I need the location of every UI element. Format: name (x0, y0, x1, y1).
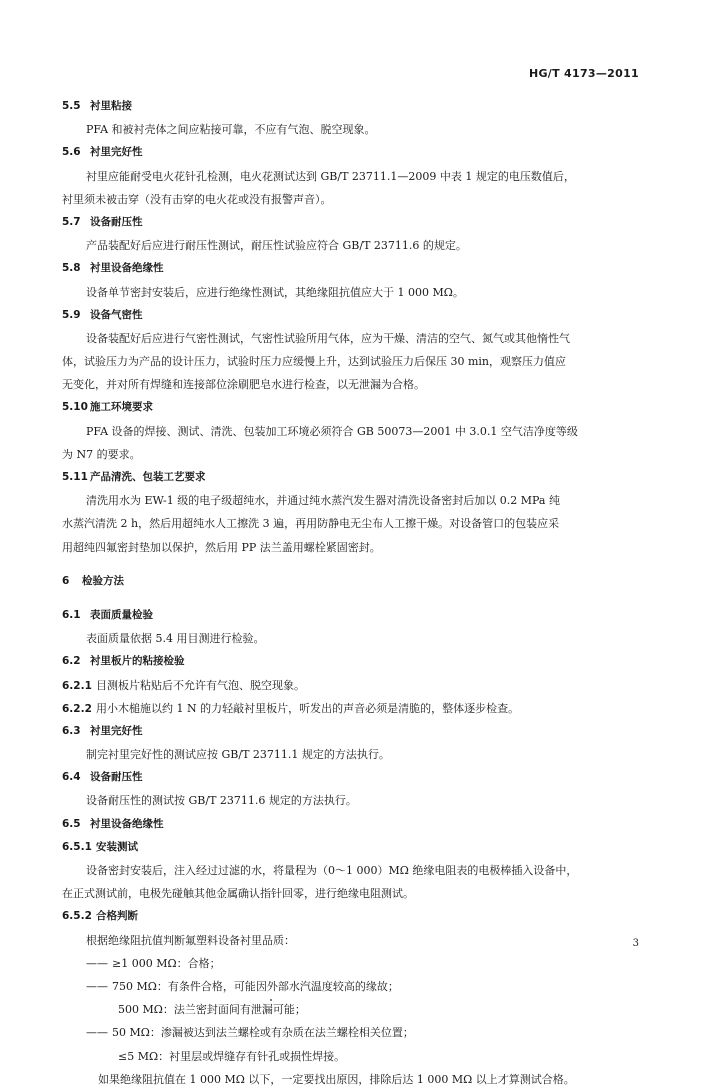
list-text: 50 MΩ：渗漏被达到法兰螺栓或有杂质在法兰螺栓相关位置； (112, 1026, 414, 1040)
clause-text: 目测板片粘贴后不允许有气泡、脱空现象。 (96, 678, 305, 692)
section-number: 5.11 (62, 471, 88, 483)
section-title: 衬里板片的粘接检验 (90, 655, 185, 668)
standard-code: HG/T 4173—2011 (528, 67, 639, 80)
section-heading (62, 304, 644, 327)
paragraph-continuation: 无变化，并对所有焊缝和连接部位涂刷肥皂水进行检查，以无泄漏为合格。 (62, 378, 425, 392)
section-title: 设备耐压性 (90, 771, 143, 784)
list-dash: —— (86, 1026, 108, 1040)
clause-text: 用小木槌施以约 1 N 的力轻敲衬里板片，听发出的声音必须是清脆的，整体逐步检查。 (96, 701, 520, 715)
section-heading (62, 905, 644, 928)
section-heading (62, 396, 644, 419)
section-number: 6.1 (62, 608, 81, 621)
section-number: 5.10 (62, 401, 88, 414)
list-item (62, 975, 644, 998)
section-title: 合格判断 (96, 910, 138, 923)
section-title: 衬里设备绝缘性 (90, 817, 164, 830)
section-number: 6.4 (62, 771, 81, 784)
section-title: 检验方法 (82, 574, 124, 587)
paragraph-line: ≤5 MΩ：衬里层或焊缝存有针孔或损性焊接。 (118, 1049, 346, 1063)
section-heading (62, 141, 644, 164)
paragraph-continuation: 体，试验压力为产品的设计压力，试验时压力应缓慢上升，达到试验压力后保压 30 min，观察压力值应 (62, 355, 567, 369)
section-number: 6.5.1 (62, 840, 92, 853)
section-title: 衬里完好性 (90, 724, 143, 737)
section-heading (62, 813, 644, 836)
section-heading (62, 257, 644, 280)
paragraph-line: 500 MΩ：法兰密封面间有泄漏可能； (118, 1003, 306, 1017)
section-number: 5.9 (62, 308, 81, 321)
section-heading (62, 211, 644, 234)
paragraph-line: 衬里应能耐受电火花针孔检测，电火花测试达到 GB/T 23711.1—2009 中表 1 规定的电压数值后， (86, 169, 575, 183)
page-number: 3 (632, 938, 639, 949)
list-item (62, 952, 644, 975)
section-heading (62, 466, 644, 489)
section-title: 安装测试 (96, 840, 138, 853)
clause-number: 6.2.2 (62, 702, 92, 715)
section-gap (62, 559, 644, 570)
section-heading (62, 95, 644, 118)
paragraph-continuation: 水蒸汽清洗 2 h，然后用超纯水人工擦洗 3 遍，再用防静电无尘布人工擦干燥。对设备管口的包装应采 (62, 517, 560, 531)
paragraph-line: 如果绝缘阻抗值在 1 000 MΩ 以下，一定要找出原因，排除后达 1 000 MΩ 以上才算测试合格。 (98, 1072, 575, 1086)
section-title: 衬里设备绝缘性 (90, 262, 164, 275)
paragraph-continuation: 衬里须未被击穿（没有击穿的电火花或没有报警声音）。 (62, 192, 332, 206)
section-number: 6.3 (62, 724, 81, 737)
section-title: 衬里完好性 (90, 146, 143, 159)
paragraph-continuation: 用超纯四氟密封垫加以保护，然后用 PP 法兰盖用螺栓紧固密封。 (62, 540, 381, 554)
paragraph-line: 设备装配好后应进行气密性测试，气密性试验所用气体，应为干燥、清洁的空气、氮气或其他惰性气 (86, 331, 570, 345)
section-title: 设备耐压性 (90, 215, 143, 228)
list-item (62, 1021, 644, 1044)
section-number: 5.5 (62, 100, 81, 112)
section-gap (62, 593, 644, 604)
paragraph-line: PFA 设备的焊接、测试、清洗、包装加工环境必须符合 GB 50073—2001 中 3.0.1 空气洁净度等级 (86, 424, 578, 438)
paragraph-line: 清洗用水为 EW-1 级的电子级超纯水，并通过纯水蒸汽发生器对清洗设备密封后加以 0.2 MPa 纯 (86, 494, 560, 508)
section-title: 表面质量检验 (90, 608, 153, 621)
scan-speck (270, 999, 272, 1001)
paragraph-line: 设备单节密封安装后，应进行绝缘性测试，其绝缘阻抗值应大于 1 000 MΩ。 (86, 285, 464, 299)
section-title: 设备气密性 (90, 308, 143, 321)
section-number: 6.2 (62, 655, 81, 668)
clause-item (62, 674, 644, 697)
paragraph-line: 表面质量依据 5.4 用目测进行检验。 (86, 632, 265, 646)
section-number: 6.5.2 (62, 910, 92, 923)
paragraph-continuation: 为 N7 的要求。 (62, 447, 141, 461)
list-dash: —— (86, 956, 108, 970)
section-heading (62, 650, 644, 673)
section-heading (62, 836, 644, 859)
section-heading (62, 766, 644, 789)
section-title: 产品清洗、包装工艺要求 (90, 471, 206, 483)
section-heading (62, 604, 644, 627)
section-number: 5.7 (62, 215, 81, 228)
list-text: ≥1 000 MΩ：合格； (112, 956, 221, 970)
paragraph-line: 根据绝缘阻抗值判断氟塑料设备衬里品质： (86, 933, 295, 947)
section-number: 5.6 (62, 146, 81, 159)
section-heading (62, 720, 644, 743)
paragraph-line: 设备密封安装后，注入经过过滤的水，将量程为（0～1 000）MΩ 绝缘电阻表的电极棒插入设备中， (86, 864, 578, 877)
paragraph-continuation: 在正式测试前，电极先碰触其他金属确认指针回零，进行绝缘电阻测试。 (62, 887, 414, 901)
section-title: 施工环境要求 (90, 401, 153, 414)
clause-item (62, 697, 644, 720)
section-heading (62, 570, 644, 593)
document-body (62, 95, 644, 1091)
list-dash: —— (86, 979, 108, 993)
section-number: 6.5 (62, 817, 81, 830)
section-title: 衬里粘接 (90, 100, 132, 112)
clause-number: 6.2.1 (62, 679, 92, 692)
section-number: 5.8 (62, 262, 81, 275)
paragraph-line: 制完衬里完好性的测试应按 GB/T 23711.1 规定的方法执行。 (86, 748, 390, 762)
list-text: 750 MΩ：有条件合格，可能因外部水汽温度较高的缘故； (112, 979, 399, 993)
section-number: 6 (62, 574, 70, 587)
paragraph-line: 产品装配好后应进行耐压性测试，耐压性试验应符合 GB/T 23711.6 的规定。 (86, 239, 467, 253)
paragraph-line: 设备耐压性的测试按 GB/T 23711.6 规定的方法执行。 (86, 794, 357, 808)
paragraph-line: PFA 和被衬壳体之间应粘接可靠，不应有气泡、脱空现象。 (86, 123, 376, 137)
